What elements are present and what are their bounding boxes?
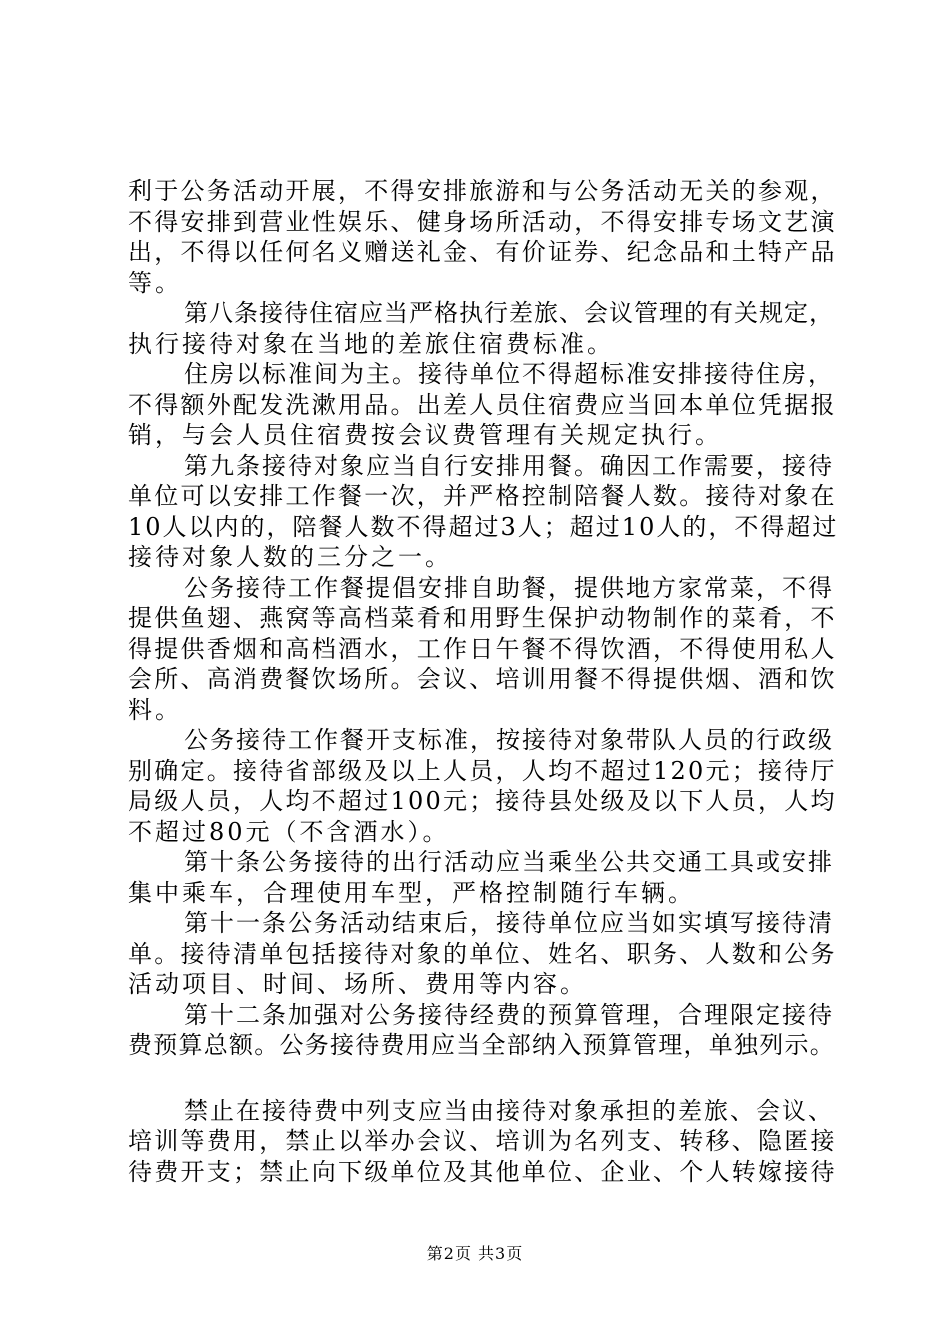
- document-body: [128, 176, 838, 1187]
- text-line: 培训等费用，禁止以举办会议、培训为名列支、转移、隐匿接: [128, 1127, 837, 1155]
- text-line: 费预算总额。公务接待费用应当全部纳入预算管理，单独列示。: [128, 1031, 835, 1059]
- text-line: 会所、高消费餐饮场所。会议、培训用餐不得提供烟、酒和饮: [128, 665, 837, 693]
- text-line: 利于公务活动开展，不得安排旅游和与公务活动无关的参观，: [128, 177, 837, 205]
- article-8-line: 第八条接待住宿应当严格执行差旅、会议管理的有关规定，: [184, 299, 834, 327]
- paragraph-gap: [128, 1061, 838, 1096]
- text-line: 料。: [128, 695, 182, 724]
- text-line: 等。: [128, 268, 182, 297]
- text-line: 集中乘车，合理使用车型，严格控制随行车辆。: [128, 878, 695, 907]
- page-number-footer: 第2页 共3页: [426, 1244, 524, 1263]
- article-9-line: 第九条接待对象应当自行安排用餐。确因工作需要，接待: [184, 451, 834, 480]
- text-line: 待费开支；禁止向下级单位及其他单位、企业、个人转嫁接待: [128, 1157, 837, 1186]
- text-line: 出，不得以任何名义赠送礼金、有价证券、纪念品和土特产品: [128, 238, 837, 266]
- text-line: 别确定。接待省部级及以上人员，人均不超过120元；接待厅: [128, 756, 837, 785]
- text-line: 局级人员，人均不超过100元；接待县处级及以下人员，人均: [128, 787, 837, 815]
- text-line: 接待对象人数的三分之一。: [128, 543, 452, 571]
- text-line: 单位可以安排工作餐一次，并严格控制陪餐人数。接待对象在: [128, 482, 837, 510]
- paragraph-start-line: 公务接待工作餐提倡安排自助餐，提供地方家常菜，不得: [184, 573, 834, 602]
- text-line: 不超过80元（不含酒水）。: [128, 817, 450, 846]
- text-line: 销，与会人员住宿费按会议费管理有关规定执行。: [128, 421, 722, 449]
- text-line: 单。接待清单包括接待对象的单位、姓名、职务、人数和公务: [128, 939, 837, 968]
- text-line: 得提供香烟和高档酒水，工作日午餐不得饮酒，不得使用私人: [128, 634, 837, 663]
- text-line: 10人以内的，陪餐人数不得超过3人；超过10人的，不得超过: [128, 512, 839, 541]
- paragraph-start-line: 禁止在接待费中列支应当由接待对象承担的差旅、会议、: [184, 1096, 834, 1125]
- text-line: 执行接待对象在当地的差旅住宿费标准。: [128, 329, 614, 358]
- paragraph-start-line: 公务接待工作餐开支标准，按接待对象带队人员的行政级: [184, 726, 834, 754]
- text-line: 不得安排到营业性娱乐、健身场所活动，不得安排专场文艺演: [128, 207, 837, 236]
- article-10-line: 第十条公务接待的出行活动应当乘坐公共交通工具或安排: [184, 848, 834, 876]
- text-line: 提供鱼翅、燕窝等高档菜肴和用野生保护动物制作的菜肴，不: [128, 604, 837, 632]
- article-11-line: 第十一条公务活动结束后，接待单位应当如实填写接待清: [184, 909, 834, 937]
- article-12-line: 第十二条加强对公务接待经费的预算管理，合理限定接待: [184, 1000, 834, 1029]
- text-line: 不得额外配发洗漱用品。出差人员住宿费应当回本单位凭据报: [128, 390, 837, 419]
- text-line: 活动项目、时间、场所、费用等内容。: [128, 970, 587, 998]
- paragraph-start-line: 住房以标准间为主。接待单位不得超标准安排接待住房，: [184, 360, 834, 388]
